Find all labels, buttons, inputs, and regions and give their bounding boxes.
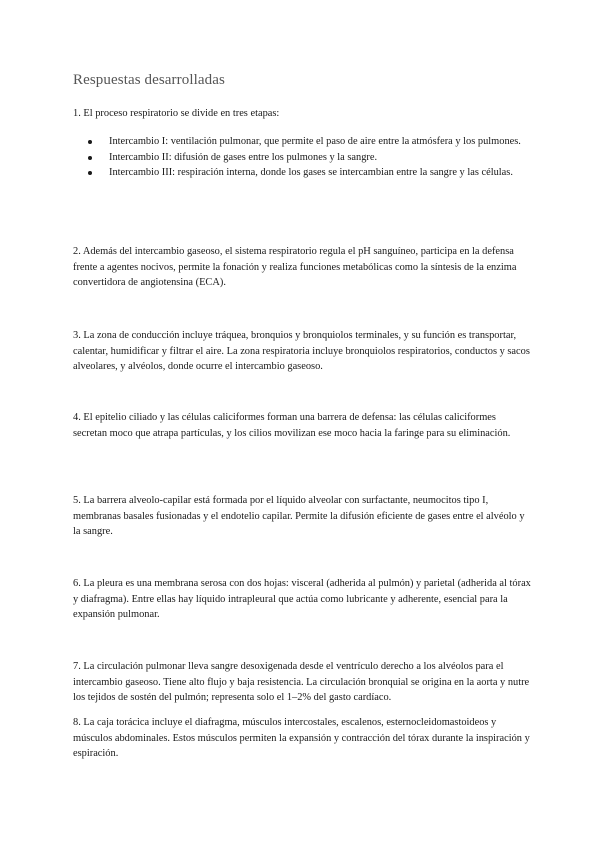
answer-4: 4. El epitelio ciliado y las células caliciformes forman una barrera de defensa: las células caliciformes secretan moco que atrapa partículas, y los cilios movilizan ese moco hacia la faringe para su eliminación. bbox=[73, 412, 511, 439]
list-item bbox=[88, 165, 528, 181]
bullet-icon bbox=[88, 156, 92, 160]
answer-8: 8. La caja torácica incluye el diafragma, músculos intercostales, escalenos, esternocleidomastoideos y músculos abdominales. Estos músculos permiten la expansión y contracción del tórax durante la inspiración y espiración. bbox=[73, 717, 530, 760]
stages-list bbox=[88, 134, 528, 181]
answer-2: 2. Además del intercambio gaseoso, el sistema respiratorio regula el pH sanguíneo, participa en la defensa frente a agentes nocivos, permite la fonación y realiza funciones metabólicas como la síntesis de la enzima convertidora de angiotensina (ECA). bbox=[73, 246, 517, 289]
list-item bbox=[88, 134, 528, 150]
answer-3: 3. La zona de conducción incluye tráquea, bronquios y bronquiolos terminales, y su función es transportar, calentar, humidificar y filtrar el aire. La zona respiratoria incluye bronquiolos respiratorios, conductos y sacos alveolares, y alvéolos, donde ocurre el intercambio gaseoso. bbox=[73, 330, 530, 373]
list-item-text: Intercambio II: difusión de gases entre los pulmones y la sangre. bbox=[109, 151, 378, 163]
answer-7: 7. La circulación pulmonar lleva sangre desoxigenada desde el ventrículo derecho a los alvéolos para el intercambio gaseoso. Tiene alto flujo y baja resistencia. La circulación bronquial se origina en la aorta y nutre los tejidos de sostén del pulmón; representa solo el 1–2% del gasto cardíaco. bbox=[73, 661, 530, 704]
page-title: Respuestas desarrolladas bbox=[73, 72, 225, 88]
answer-6: 6. La pleura es una membrana serosa con dos hojas: visceral (adherida al pulmón) y parietal (adherida al tórax y diafragma). Entre ellas hay líquido intrapleural que actúa como lubricante y adherente, esencial para la expansión pulmonar. bbox=[73, 578, 531, 621]
answer-5: 5. La barrera alveolo-capilar está formada por el líquido alveolar con surfactante, neumocitos tipo I, membranas basales fusionadas y el endotelio capilar. Permite la difusión eficiente de gases entre el alvéolo y la sangre. bbox=[73, 495, 525, 538]
bullet-icon bbox=[88, 171, 92, 175]
bullet-icon bbox=[88, 140, 92, 144]
list-item bbox=[88, 150, 528, 166]
list-item-text: Intercambio I: ventilación pulmonar, que permite el paso de aire entre la atmósfera y los pulmones. bbox=[109, 136, 521, 147]
list-item-text: Intercambio III: respiración interna, donde los gases se intercambian entre la sangre y las células. bbox=[109, 167, 513, 179]
answer-1-intro: 1. El proceso respiratorio se divide en tres etapas: bbox=[73, 108, 280, 119]
